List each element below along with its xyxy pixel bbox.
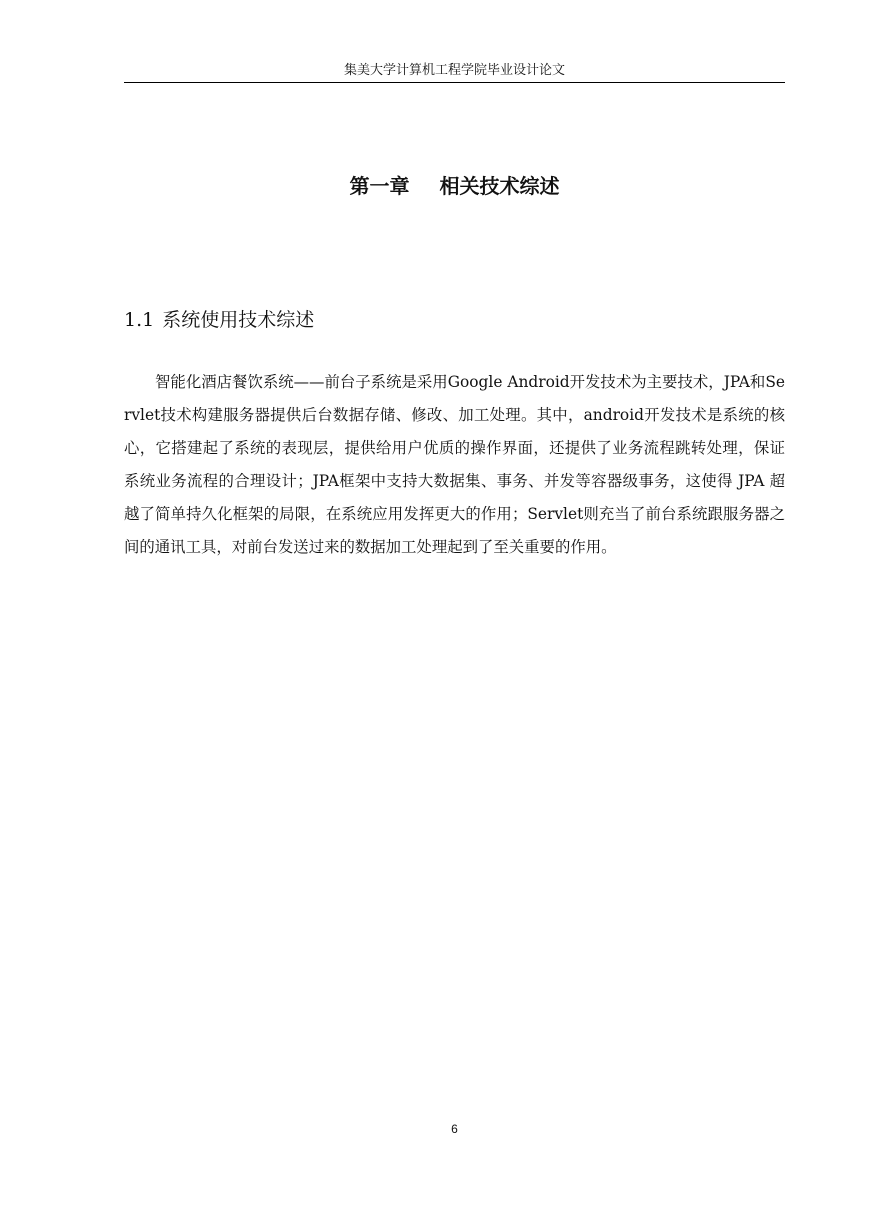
page-number: 6 <box>451 1122 458 1136</box>
chapter-number: 第一章 <box>349 174 410 198</box>
section-number: 1.1 <box>124 309 155 331</box>
running-header <box>124 62 785 83</box>
chapter-title-text: 相关技术综述 <box>439 174 560 198</box>
chapter-title <box>124 172 785 200</box>
body-paragraph: 智能化酒店餐饮系统——前台子系统是采用Google Android开发技术为主要技术，JPA和Servlet技术构建服务器提供后台数据存储、修改、加工处理。其中，android开发技术是系统的核心，它搭建起了系统的表现层，提供给用户优质的操作界面，还提供了业务流程跳转处理，保证系统业务流程的合理设计；JPA框架中支持大数据集、事务、并发等容器级事务，这使得 JPA 超越了简单持久化框架的局限，在系统应用发挥更大的作用；Servlet则充当了前台系统跟服务器之间的通讯工具，对前台发送过来的数据加工处理起到了至关重要的作用。 <box>124 373 785 556</box>
running-header-title: 集美大学计算机工程学院毕业设计论文 <box>343 63 565 78</box>
section-heading <box>124 306 314 334</box>
section-title-text: 系统使用技术综述 <box>162 309 315 331</box>
